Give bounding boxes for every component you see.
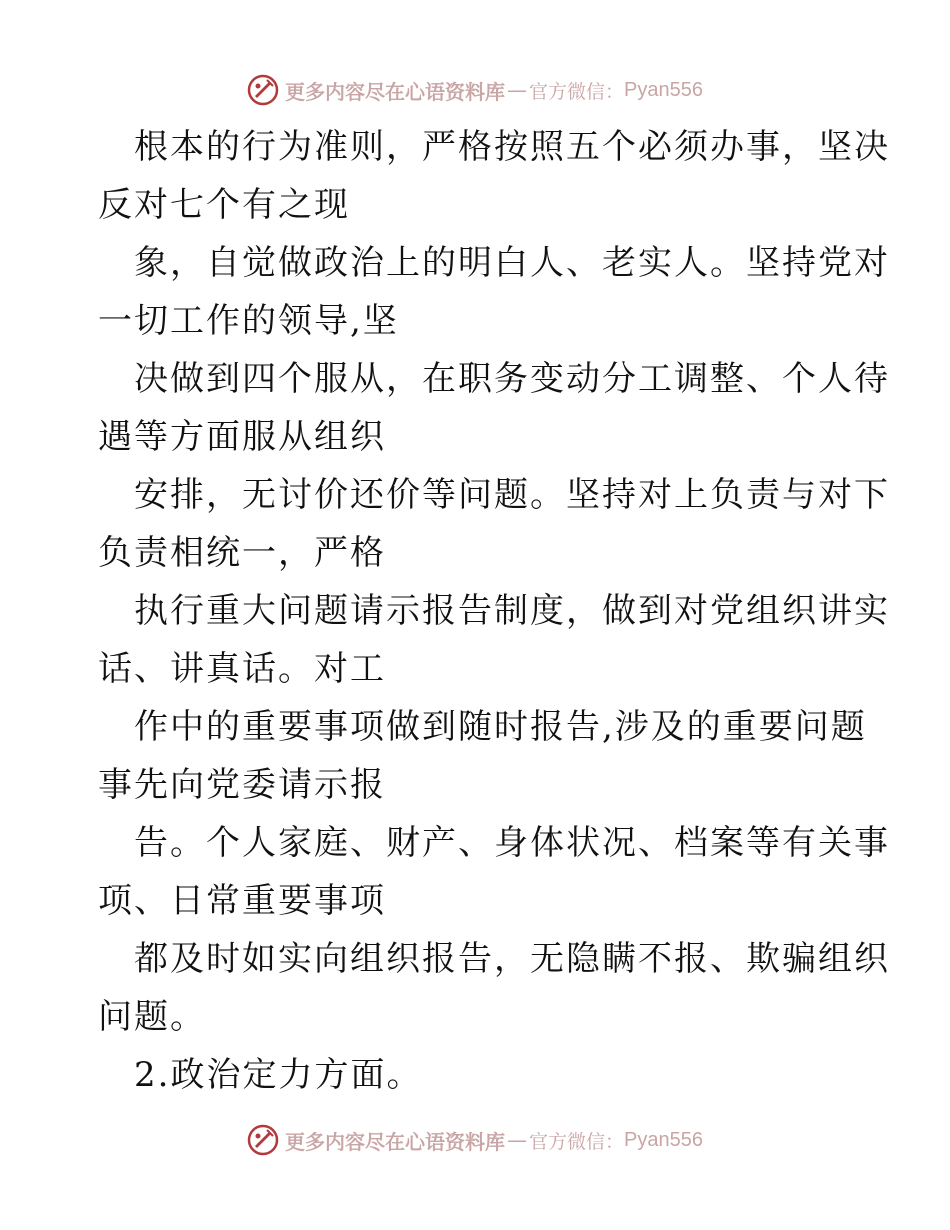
- body-line: 执行重大问题请示报告制度，做到对党组织讲实: [134, 591, 890, 631]
- section-heading: 2.政治定力方面。: [134, 1055, 423, 1095]
- body-line: 项、日常重要事项: [98, 881, 386, 921]
- watermark-id: Pyan556: [624, 1128, 703, 1151]
- body-line: 反对七个有之现: [98, 185, 350, 225]
- watermark-id: Pyan556: [624, 78, 703, 101]
- page-footer-watermark: [0, 1120, 950, 1160]
- watermark-text: 更多内容尽在心语资料库: [285, 1129, 505, 1154]
- body-line: 一切工作的领导,坚: [98, 301, 399, 341]
- body-line: 作中的重要事项做到随时报告,涉及的重要问题: [134, 707, 867, 747]
- body-line: 根本的行为准则，严格按照五个必须办事，坚决: [134, 127, 890, 167]
- body-line: 问题。: [98, 997, 206, 1037]
- body-line: 话、讲真话。对工: [98, 649, 386, 689]
- body-line: 象，自觉做政治上的明白人、老实人。坚持党对: [134, 243, 890, 283]
- body-line: 安排，无讨价还价等问题。坚持对上负责与对下: [134, 475, 890, 515]
- page-header-watermark: [0, 70, 950, 110]
- body-line: 告。个人家庭、财产、身体状况、档案等有关事: [134, 823, 890, 863]
- body-line: 决做到四个服从，在职务变动分工调整、个人待: [134, 359, 890, 399]
- brand-logo-icon: [247, 1124, 279, 1156]
- brand-logo-icon: [247, 74, 279, 106]
- body-line: 遇等方面服从组织: [98, 417, 386, 457]
- watermark-text: 更多内容尽在心语资料库: [285, 79, 505, 104]
- watermark-dash: —: [507, 1128, 527, 1152]
- watermark-label: 官方微信：: [529, 1130, 625, 1153]
- body-line: 都及时如实向组织报告，无隐瞒不报、欺骗组织: [134, 939, 890, 979]
- watermark-label: 官方微信：: [529, 80, 625, 103]
- body-line: 事先向党委请示报: [98, 765, 386, 805]
- watermark-dash: —: [507, 78, 527, 102]
- document-body: [98, 118, 890, 1104]
- body-line: 负责相统一，严格: [98, 533, 386, 573]
